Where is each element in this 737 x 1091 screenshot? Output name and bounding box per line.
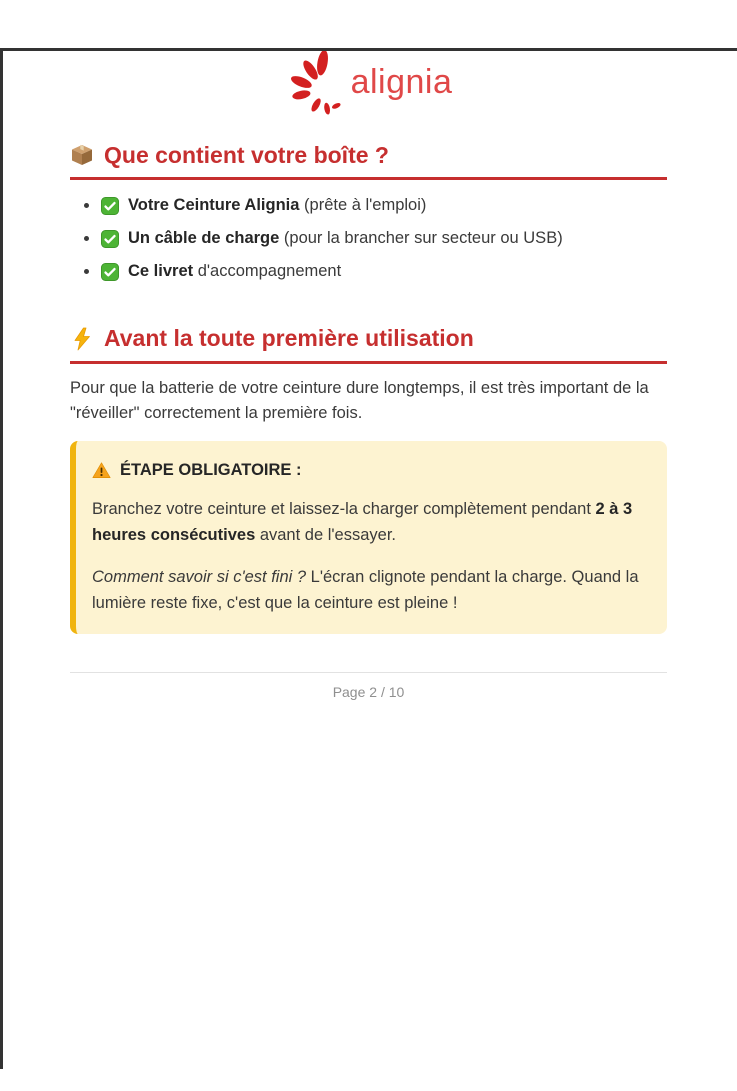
warning-callout: [70, 441, 667, 634]
list-item-text: Ce livret d'accompagnement: [128, 262, 342, 281]
warning-icon: [92, 461, 111, 480]
list-item-text: Votre Ceinture Alignia (prête à l'emploi): [128, 196, 427, 215]
warning-paragraph-1: Branchez votre ceinture et laissez-la charger complètement pendant 2 à 3 heures consécutives avant de l'essayer.: [92, 500, 633, 544]
section-title: Que contient votre boîte ?: [104, 142, 389, 168]
list-item: [84, 262, 667, 281]
page-number: Page 2 / 10: [332, 684, 405, 701]
warning-paragraph-2: Comment savoir si c'est fini ? L'écran clignote pendant la charge. Quand la lumière reste fixe, c'est que la ceinture est pleine !: [92, 568, 639, 612]
bullet-icon: [84, 269, 89, 274]
list-item: [84, 196, 667, 215]
lightning-icon: [70, 327, 94, 351]
section-title: Avant la toute première utilisation: [104, 325, 474, 352]
section-heading-box-contents: [70, 142, 667, 180]
page-frame-top: [0, 48, 737, 51]
bullet-icon: [84, 236, 89, 241]
section-heading-first-use: [70, 325, 667, 363]
check-icon: [101, 263, 119, 281]
logo-mark: [285, 48, 453, 116]
brand-logo: [70, 48, 667, 116]
list-item: [84, 229, 667, 248]
intro-paragraph: Pour que la batterie de votre ceinture dure longtemps, il est très important de la "réveiller" correctement la première fois.: [70, 378, 649, 423]
warning-title-row: [92, 461, 645, 480]
flower-petals-icon: [285, 48, 349, 116]
check-icon: [101, 197, 119, 215]
check-icon: [101, 230, 119, 248]
warning-title: ÉTAPE OBLIGATOIRE :: [120, 461, 302, 479]
box-contents-list: [70, 196, 667, 281]
package-icon: [70, 143, 94, 167]
document-page: [0, 48, 737, 700]
footer-divider: [70, 672, 667, 673]
logo-wordmark: alignia: [350, 63, 453, 101]
bullet-icon: [84, 203, 89, 208]
list-item-text: Un câble de charge (pour la brancher sur secteur ou USB): [128, 229, 563, 248]
page-frame-left: [0, 48, 3, 1069]
